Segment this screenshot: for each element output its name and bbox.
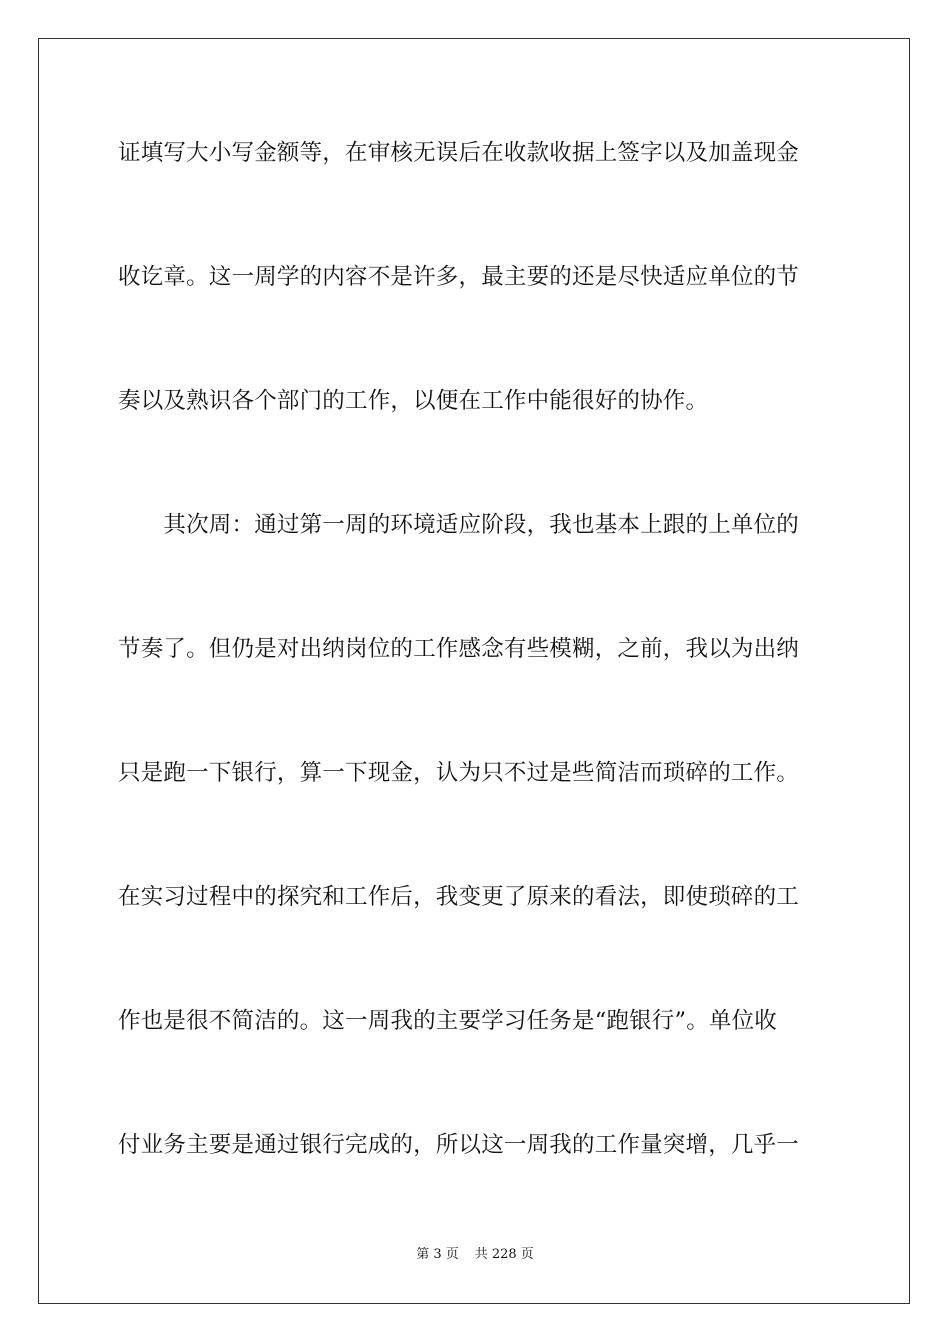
text-line: 节奏了。但仍是对出纳岗位的工作感念有些模糊，之前，我以为出纳 [118, 636, 800, 662]
text-line: 在实习过程中的探究和工作后，我变更了原来的看法，即使琐碎的工 [118, 884, 800, 910]
page-number: 第 3 页 [416, 1247, 459, 1262]
text-line: 奏以及熟识各个部门的工作，以便在工作中能很好的协作。 [118, 388, 709, 414]
text-line: 证填写大小写金额等，在审核无误后在收款收据上签字以及加盖现金 [118, 140, 800, 166]
text-line: 收讫章。这一周学的内容不是许多，最主要的还是尽快适应单位的节 [118, 264, 800, 290]
page-footer [0, 1246, 950, 1264]
text-line: 其次周：通过第一周的环境适应阶段，我也基本上跟的上单位的 [118, 512, 800, 538]
text-line: 作也是很不简洁的。这一周我的主要学习任务是“跑银行”。单位收 [118, 1008, 778, 1034]
page-border [38, 38, 910, 1304]
text-line: 付业务主要是通过银行完成的，所以这一周我的工作量突增，几乎一 [118, 1132, 800, 1158]
page-total: 共 228 页 [474, 1247, 534, 1262]
text-line: 只是跑一下银行，算一下现金，认为只不过是些简洁而琐碎的工作。 [118, 760, 800, 786]
